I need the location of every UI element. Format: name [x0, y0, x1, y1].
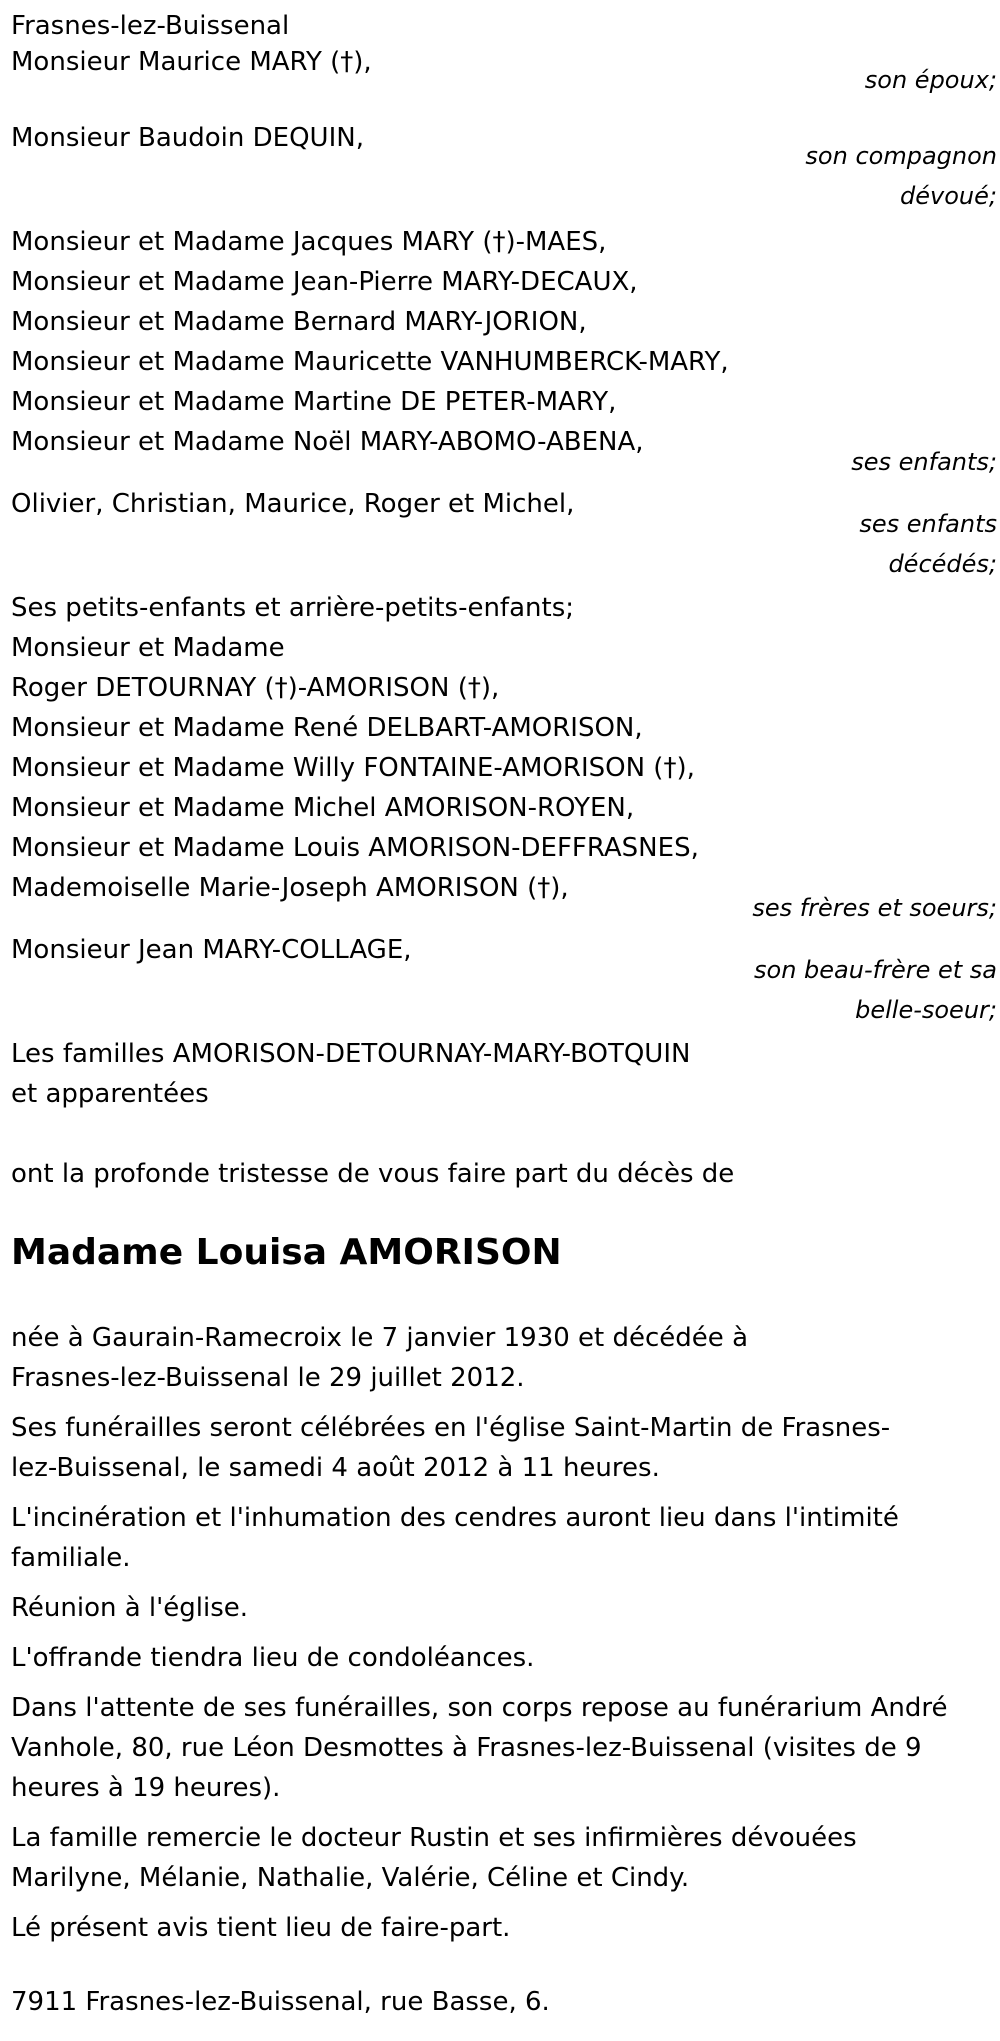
- family-entry-siblings: [11, 588, 997, 928]
- detail-paragraph: née à Gaurain-Ramecroix le 7 janvier 1930 et décédée à Frasnes-lez-Buissenal le 29 juillet 2012.: [11, 1323, 749, 1393]
- family-name-line: Monsieur et Madame Jacques MARY (†)-MAES,: [11, 227, 607, 257]
- family-name-line: Monsieur et Madame: [11, 633, 285, 663]
- relationship-label: ses enfants décédés;: [859, 510, 997, 578]
- details-section: [11, 1318, 948, 1958]
- detail-paragraph: L'incinération et l'inhumation des cendres auront lieu dans l'intimité familiale.: [11, 1503, 899, 1573]
- relationship-label: ses frères et soeurs;: [752, 894, 997, 922]
- announcement-text: ont la profonde tristesse de vous faire part du décès de: [11, 1159, 735, 1189]
- family-name-line: Monsieur et Madame Mauricette VANHUMBERCK-MARY,: [11, 347, 729, 377]
- family-name-line: Monsieur et Madame Jean-Pierre MARY-DECAUX,: [11, 267, 638, 297]
- family-name-line: Monsieur et Madame Willy FONTAINE-AMORISON (†),: [11, 753, 695, 783]
- family-name-line: Monsieur Baudoin DEQUIN,: [11, 123, 364, 153]
- family-name-line: Monsieur et Madame Michel AMORISON-ROYEN,: [11, 793, 635, 823]
- family-name-line: Monsieur et Madame Noël MARY-ABOMO-ABENA,: [11, 427, 644, 457]
- relationship-label: son beau-frère et sa belle-soeur;: [754, 956, 997, 1024]
- detail-paragraph: Réunion à l'église.: [11, 1593, 249, 1623]
- families-line: et apparentées: [11, 1079, 209, 1109]
- families-line: Les familles AMORISON-DETOURNAY-MARY-BOTQUIN: [11, 1039, 691, 1069]
- family-entry-children: [11, 222, 997, 482]
- city-header: Frasnes-lez-Buissenal: [11, 11, 290, 41]
- family-name-line: Ses petits-enfants et arrière-petits-enfants;: [11, 593, 574, 623]
- detail-paragraph: Dans l'attente de ses funérailles, son corps repose au funérarium André Vanhole, 80, rue Léon Desmottes à Frasnes-lez-Buissenal (visites de 9 heures à 19 heures).: [11, 1693, 948, 1803]
- family-name-line: Monsieur et Madame Louis AMORISON-DEFFRASNES,: [11, 833, 699, 863]
- family-entry-in-laws: [11, 930, 997, 1022]
- family-name-line: Monsieur et Madame René DELBART-AMORISON,: [11, 713, 643, 743]
- address-line: 7911 Frasnes-lez-Buissenal, rue Basse, 6.: [11, 1987, 550, 2017]
- detail-paragraph: Lé présent avis tient lieu de faire-part.: [11, 1913, 511, 1943]
- family-name-line: Roger DETOURNAY (†)-AMORISON (†),: [11, 673, 500, 703]
- family-name-line: Mademoiselle Marie-Joseph AMORISON (†),: [11, 873, 569, 903]
- family-name-line: Monsieur Maurice MARY (†),: [11, 47, 372, 77]
- detail-paragraph: Ses funérailles seront célébrées en l'église Saint-Martin de Frasnes-lez-Buissenal, le samedi 4 août 2012 à 11 heures.: [11, 1413, 891, 1483]
- relationship-label: son époux;: [864, 66, 997, 94]
- families-block: [11, 1034, 690, 1114]
- family-entry-companion: [11, 118, 997, 210]
- family-name-line: Olivier, Christian, Maurice, Roger et Michel,: [11, 489, 575, 519]
- relationship-label: son compagnon dévoué;: [805, 142, 997, 210]
- family-entry-spouse: [11, 42, 997, 94]
- family-entry-deceased-children: [11, 484, 997, 576]
- detail-paragraph: La famille remercie le docteur Rustin et ses infirmières dévouées Marilyne, Mélanie, Nathalie, Valérie, Céline et Cindy.: [11, 1823, 857, 1893]
- relationship-label: ses enfants;: [851, 448, 997, 476]
- deceased-name: Madame Louisa AMORISON: [11, 1232, 562, 1273]
- family-name-line: Monsieur et Madame Bernard MARY-JORION,: [11, 307, 587, 337]
- family-name-line: Monsieur et Madame Martine DE PETER-MARY,: [11, 387, 617, 417]
- family-name-line: Monsieur Jean MARY-COLLAGE,: [11, 935, 412, 965]
- detail-paragraph: L'offrande tiendra lieu de condoléances.: [11, 1643, 535, 1673]
